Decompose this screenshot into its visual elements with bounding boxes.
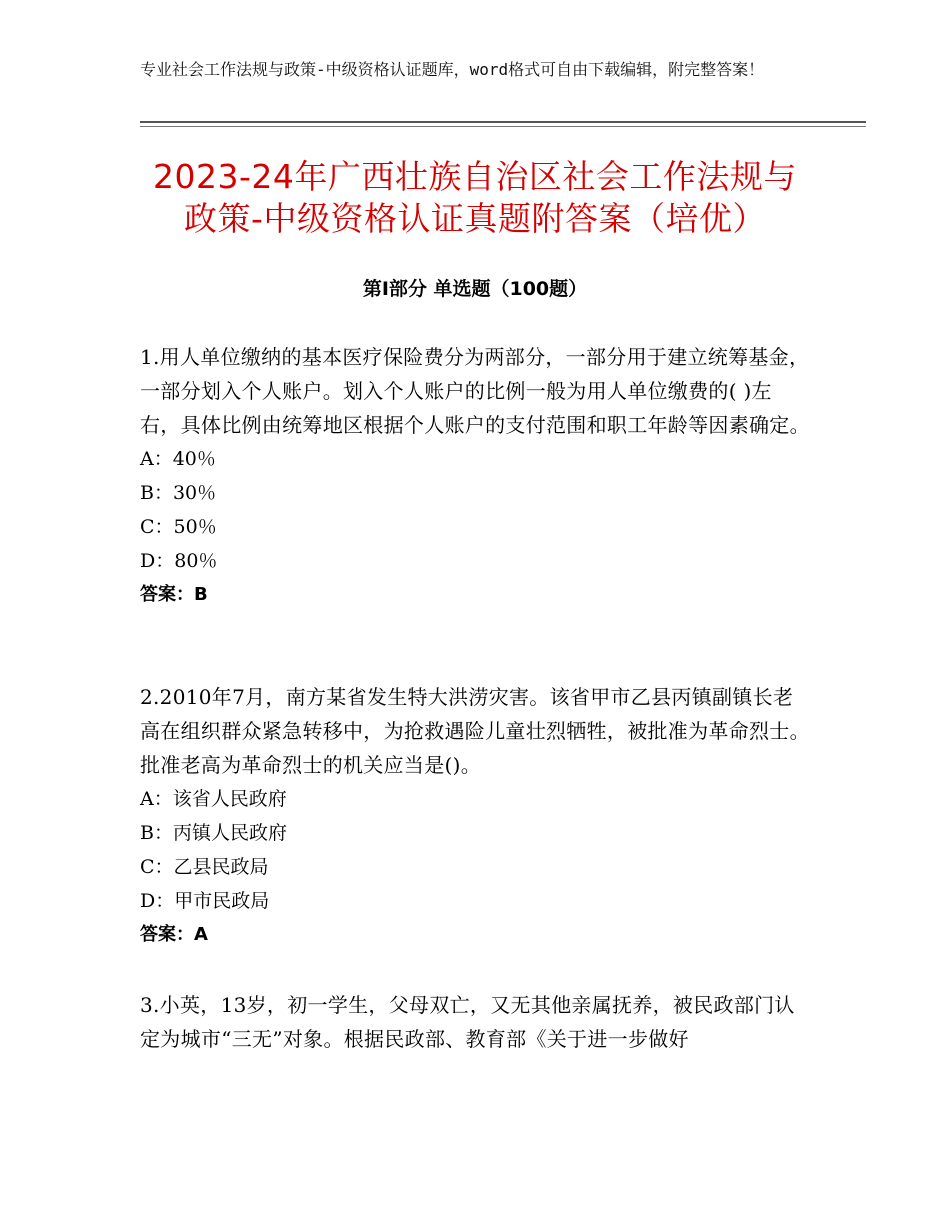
header-divider-thin	[140, 126, 866, 127]
option-c: C：50％	[140, 516, 217, 538]
answer-line: 答案：A	[140, 924, 208, 945]
document-title: 2023-24年广西壮族自治区社会工作法规与政策-中级资格认证真题附答案（培优）	[153, 157, 797, 238]
option-b: B：30％	[140, 482, 217, 504]
answer-line: 答案：B	[140, 584, 208, 605]
header-note: 专业社会工作法规与政策-中级资格认证题库，word格式可自由下载编辑，附完整答案！	[140, 60, 765, 79]
section-heading: 第Ⅰ部分 单选题（100题）	[362, 278, 588, 300]
question-stem: 2.2010年7月，南方某省发生特大洪涝灾害。该省甲市乙县丙镇副镇长老高在组织群众紧急转移中，为抢救遇险儿童壮烈牺牲，被批准为革命烈士。批准老高为革命烈士的机关应当是()。	[140, 685, 810, 777]
question-1	[140, 340, 810, 612]
option-a: A：该省人民政府	[140, 788, 287, 810]
option-a: A：40％	[140, 448, 216, 470]
option-b: B：丙镇人民政府	[140, 822, 287, 844]
option-d: D：甲市民政局	[140, 890, 270, 912]
question-stem: 1.用人单位缴纳的基本医疗保险费分为两部分，一部分用于建立统筹基金，一部分划入个人账户。划入个人账户的比例一般为用人单位缴费的( )左右，具体比例由统筹地区根据个人账户的支付范围和职工年龄等因素确定。	[140, 345, 810, 437]
question-2	[140, 680, 810, 952]
option-d: D：80％	[140, 550, 218, 572]
header-divider	[140, 121, 866, 123]
option-c: C：乙县民政局	[140, 856, 269, 878]
question-3	[140, 988, 810, 1056]
question-stem: 3.小英，13岁，初一学生，父母双亡，又无其他亲属抚养，被民政部门认定为城市“三无”对象。根据民政部、教育部《关于进一步做好	[140, 993, 795, 1051]
